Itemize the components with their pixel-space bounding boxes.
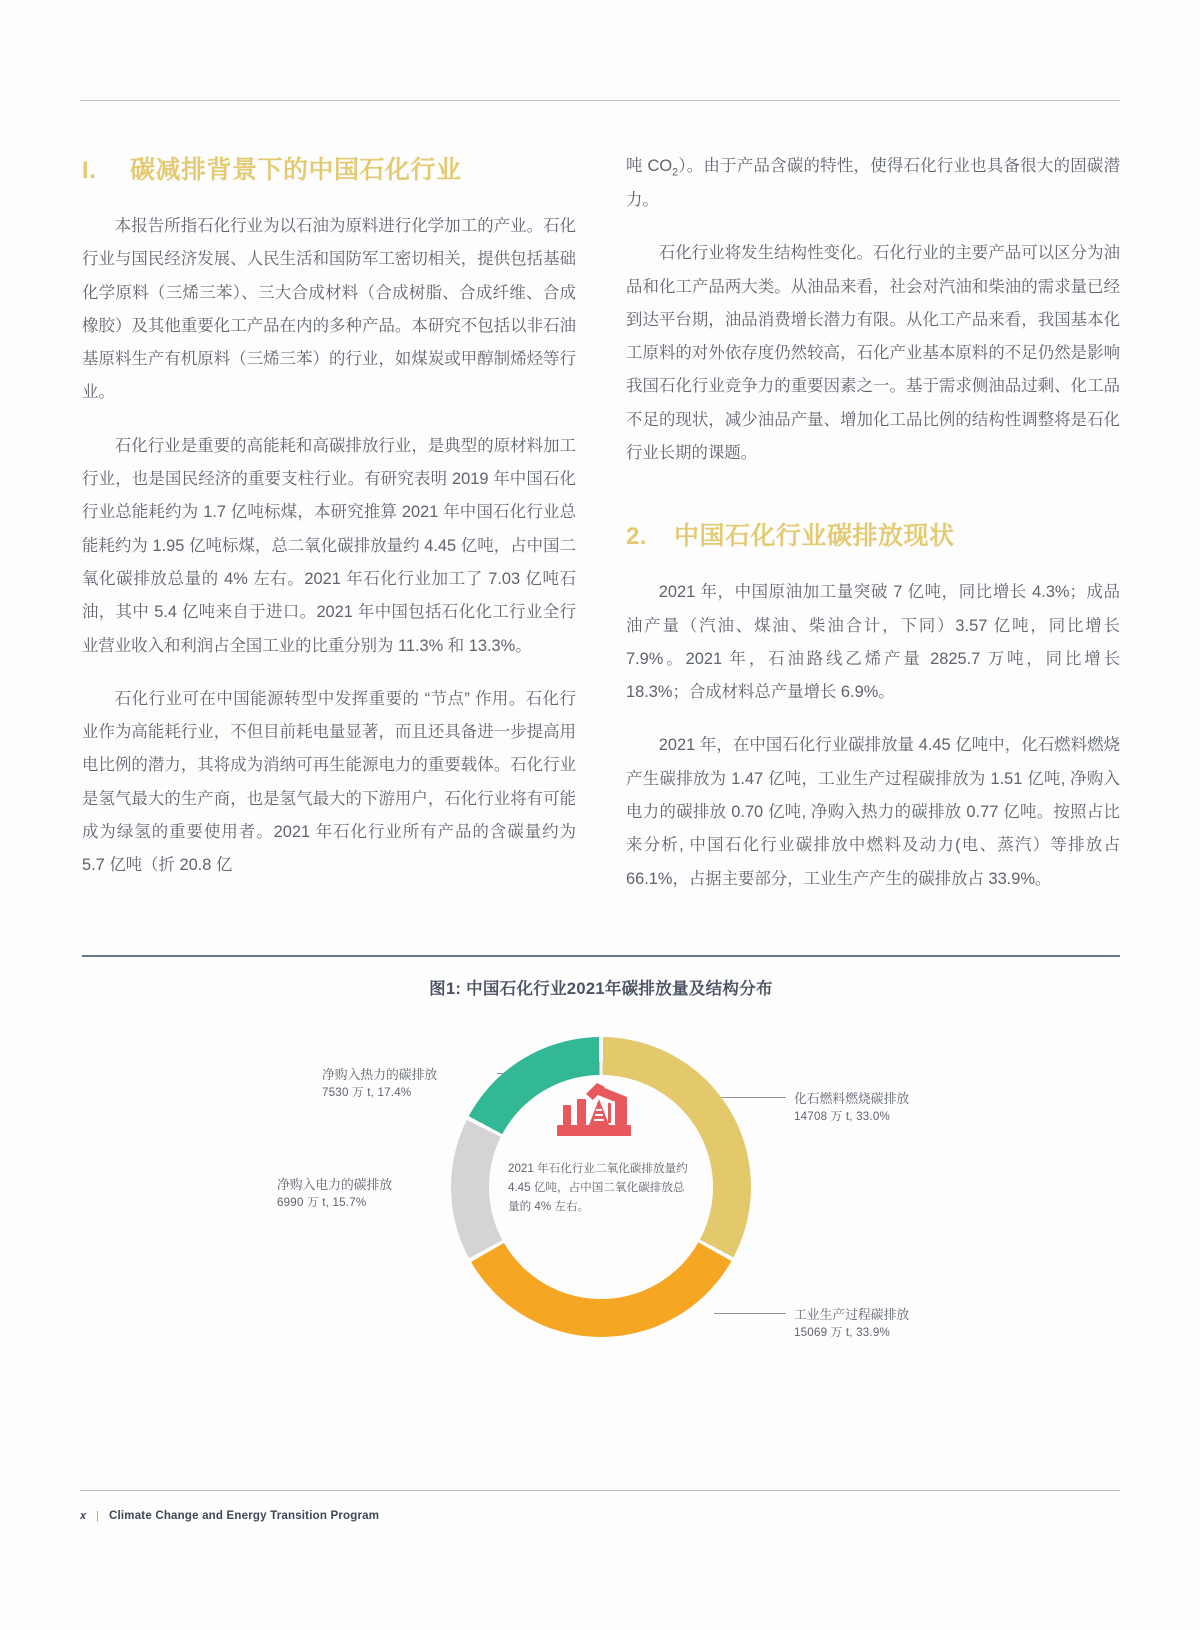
chart-label-electricity-name: 净购入电力的碳排放	[277, 1177, 393, 1192]
section-number-2: 2.	[626, 523, 648, 551]
chart-label-process-name: 工业生产过程碳排放	[794, 1307, 910, 1322]
chart-label-electricity-value: 6990 万 t, 15.7%	[277, 1196, 367, 1210]
chart-label-fossil-name: 化石燃料燃烧碳排放	[794, 1091, 910, 1106]
left-column	[82, 150, 576, 916]
figure-title: 图1: 中国石化行业2021年碳排放量及结构分布	[429, 980, 773, 998]
two-column-body	[82, 150, 1120, 916]
section-title-1: 碳减排背景下的中国石化行业	[130, 156, 462, 184]
donut-chart	[82, 1017, 1120, 1417]
donut-center	[501, 1081, 701, 1293]
chart-label-fossil-value: 14708 万 t, 33.0%	[794, 1110, 891, 1124]
chart-label-heat-name: 净购入热力的碳排放	[322, 1067, 438, 1082]
paragraph-1-1: 本报告所指石化行业为以石油为原料进行化学加工的产业。石化行业与国民经济发展、人民生活和国防军工密切相关，提供包括基础化学原料（三烯三苯）、三大合成材料（合成树脂、合成纤维、合成橡胶）及其他重要化工产品在内的多种产品。本研究不包括以非石油基原料生产有机原料（三烯三苯）的行业，如煤炭或甲醇制烯烃等行业。	[82, 217, 576, 402]
footer-rule	[80, 1490, 1120, 1491]
page-number: x	[80, 1510, 87, 1522]
page-footer	[80, 1510, 1120, 1522]
section-heading-1	[82, 150, 576, 186]
section-title-2: 中国石化行业碳排放现状	[674, 522, 955, 551]
page-top-rule	[80, 100, 1120, 101]
footer-program-name: Climate Change and Energy Transition Program	[108, 1510, 380, 1522]
chart-label-process-value: 15069 万 t, 33.9%	[794, 1326, 891, 1340]
co2-subscript: 2	[672, 166, 679, 179]
paragraph-continuation	[626, 150, 1120, 217]
donut-center-caption: 2021 年石化行业二氧化碳排放量约 4.45 亿吨，占中国二氧化碳排放总量的 4% 左右。	[508, 1162, 688, 1213]
figure-block	[82, 955, 1120, 1417]
footer-separator: |	[96, 1510, 99, 1522]
right-column	[626, 150, 1120, 916]
chart-label-heat-value: 7530 万 t, 17.4%	[322, 1086, 412, 1100]
chart-label-electricity	[277, 1175, 392, 1212]
section-number-1: I.	[82, 157, 97, 184]
donut-wrapper	[451, 1037, 751, 1337]
paragraph-2-2: 2021 年，在中国石化行业碳排放量 4.45 亿吨中，化石燃料燃烧产生碳排放为 1.47 亿吨，工业生产过程碳排放为 1.51 亿吨, 净购入电力的碳排放 0.70 亿吨, 净购入热力的碳排放 0.77 亿吨。按照占比来分析, 中国石化行业碳排放中燃料及动力(电、蒸汽）等排放占 66.1%，占据主要部分，工业生产产生的碳排放占 33.9%。	[626, 736, 1120, 888]
continuation-rest: ）。由于产品含碳的特性，使得石化行业也具备很大的固碳潜力。	[626, 157, 1121, 209]
oil-pumpjack-icon	[553, 1083, 649, 1150]
paragraph-1-4: 石化行业将发生结构性变化。石化行业的主要产品可以区分为油品和化工产品两大类。从油品来看，社会对汽油和柴油的需求量已经到达平台期，油品消费增长潜力有限。从化工产品来看，我国基本化工原料的对外依存度仍然较高，石化产业基本原料的不足仍然是影响我国石化行业竞争力的重要因素之一。基于需求侧油品过剩、化工品不足的现状，减少油品产量、增加化工品比例的结构性调整将是石化行业长期的课题。	[626, 244, 1120, 462]
continuation-prefix: 吨 CO	[626, 157, 673, 175]
chart-label-fossil	[794, 1089, 909, 1126]
section-heading-2	[626, 516, 1120, 552]
paragraph-1-3: 石化行业可在中国能源转型中发挥重要的 “节点” 作用。石化行业作为高能耗行业，不但目前耗电量显著，而且还具备进一步提高用电比例的潜力，其将成为消纳可再生能源电力的重要载体。石化行业是氢气最大的生产商，也是氢气最大的下游用户，石化行业将有可能成为绿氢的重要使用者。2021 年石化行业所有产品的含碳量约为 5.7 亿吨（折 20.8 亿	[82, 689, 576, 875]
chart-label-process	[794, 1305, 909, 1342]
paragraph-2-1: 2021 年，中国原油加工量突破 7 亿吨，同比增长 4.3%；成品油产量（汽油、煤油、柴油合计，下同）3.57 亿吨，同比增长 7.9%。2021 年，石油路线乙烯产量 2825.7 万吨，同比增长 18.3%；合成材料总产量增长 6.9%。	[626, 583, 1120, 702]
chart-label-heat	[322, 1065, 437, 1102]
paragraph-1-2: 石化行业是重要的高能耗和高碳排放行业，是典型的原材料加工行业，也是国民经济的重要支柱行业。有研究表明 2019 年中国石化行业总能耗约为 1.7 亿吨标煤，本研究推算 2021 年中国石化行业总能耗约为 1.95 亿吨标煤，总二氧化碳排放量约 4.45 亿吨，占中国二氧化碳排放总量的 4% 左右。2021 年石化行业加工了 7.03 亿吨石油，其中 5.4 亿吨来自于进口。2021 年中国包括石化化工行业全行业营业收入和利润占全国工业的比重分别为 11.3% 和 13.3%。	[82, 436, 576, 655]
